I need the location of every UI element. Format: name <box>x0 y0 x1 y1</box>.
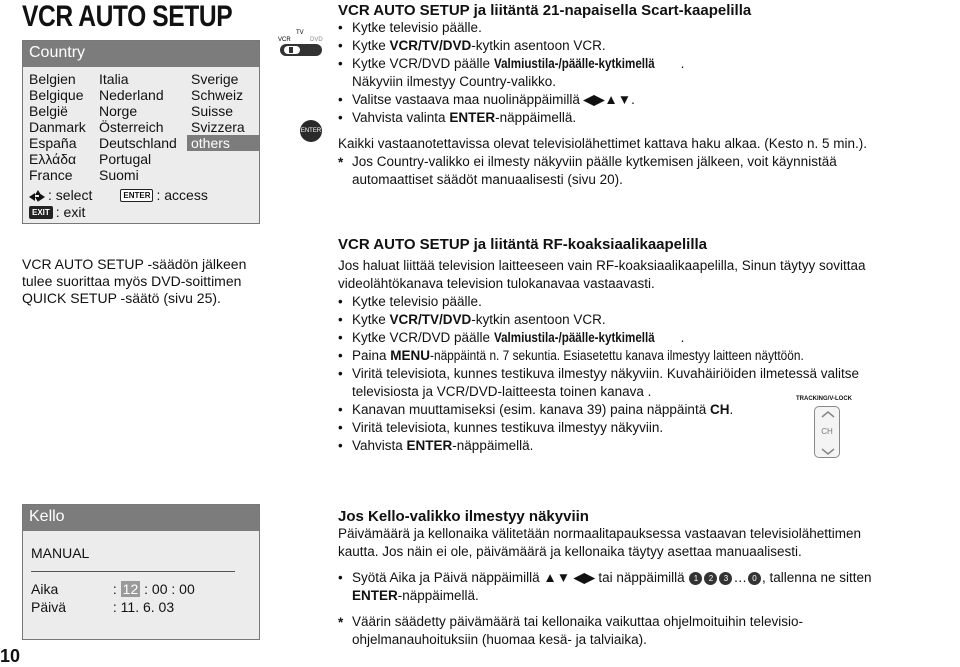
asterisk-note: * Väärin säädetty päivämäärä tai kellonaika vaikuttaa ohjelmoituihin televisio- <box>338 613 958 631</box>
list-item-continued: televisiosta ja VCR/DVD-laitteesta toinen kanava . <box>352 384 652 399</box>
asterisk-note-continued: ohjelmanauhoituksiin (huomaa kesä- ja talviaika). <box>352 632 647 647</box>
date-value: : 11. 6. 03 <box>112 599 175 615</box>
country-option[interactable]: Norge <box>99 103 138 119</box>
switch-dvd-label: DVD <box>310 37 323 43</box>
legend-access: : access <box>156 187 208 203</box>
section-title: VCR AUTO SETUP ja liitäntä RF-koaksiaalikaapelilla <box>338 236 708 253</box>
clock-time-row[interactable]: Aika : 12 : 00 : 00 <box>31 581 195 597</box>
divider <box>31 571 235 572</box>
time-label: Aika <box>31 581 59 597</box>
paragraph: Päivämäärä ja kellonaika välitetään normaalitapauksessa vastaavan televisiolähettimen <box>338 526 862 541</box>
section-clock <box>338 508 958 649</box>
country-option[interactable]: Belgique <box>29 87 84 103</box>
list-item: • Kytke televisio päälle. <box>338 19 948 37</box>
clock-menu <box>22 504 260 640</box>
country-option[interactable]: Suisse <box>191 103 234 119</box>
legend-select: : select <box>48 187 93 203</box>
number-1-icon: 1 <box>689 572 702 585</box>
country-option[interactable]: Danmark <box>29 119 86 135</box>
clock-mode: MANUAL <box>31 545 90 561</box>
time-rest: : 00 : 00 <box>144 581 195 597</box>
country-option[interactable]: Suomi <box>99 167 139 183</box>
country-option[interactable]: España <box>29 135 77 151</box>
paragraph: kautta. Jos näin ei ole, päivämäärä ja kellonaika täytyy asettaa manuaalisesti. <box>338 544 802 559</box>
country-menu-header: Country <box>23 41 259 67</box>
section-scart <box>338 2 948 189</box>
tracking-label: TRACKING/V-LOCK <box>796 396 852 402</box>
section-title: Jos Kello-valikko ilmestyy näkyviin <box>338 508 589 525</box>
ch-label: CH <box>821 427 833 436</box>
enter-key-icon: ENTER <box>120 189 153 202</box>
number-2-icon: 2 <box>704 572 717 585</box>
paragraph: Kaikki vastaanotettavissa olevat televisiolähettimet kattava haku alkaa. (Kesto n. 5 min.). <box>338 136 868 151</box>
list-item: • Kytke VCR/TV/DVD-kytkin asentoon VCR. <box>338 311 958 329</box>
list-item: • Kytke VCR/TV/DVD-kytkin asentoon VCR. <box>338 37 948 55</box>
asterisk-note: * Jos Country-valikko ei ilmesty näkyviin päälle kytkemisen jälkeen, voit käynnistää <box>338 153 948 171</box>
list-item-continued: ENTER-näppäimellä. <box>352 588 479 603</box>
clock-menu-header: Kello <box>23 505 259 531</box>
country-option[interactable]: Portugal <box>99 151 152 167</box>
section-title: VCR AUTO SETUP ja liitäntä 21-napaisella Scart-kaapelilla <box>338 2 752 19</box>
number-0-icon: 0 <box>748 572 761 585</box>
list-item: • Kanavan muuttamiseksi (esim. kanava 39) paina näppäintä CH. <box>338 401 958 419</box>
country-list <box>23 67 259 183</box>
country-option[interactable]: Österreich <box>99 119 164 135</box>
list-item: • Viritä televisiota, kunnes testikuva ilmestyy näkyviin. <box>338 419 958 437</box>
list-item: • Valitse vastaava maa nuolinäppäimillä ◀▶▲▼. <box>338 91 948 109</box>
country-menu-legend <box>29 187 208 221</box>
up-down-arrows-icon: ▲▼ <box>543 570 571 585</box>
list-item: • Paina MENU-näppäintä n. 7 sekuntia. Esiasetettu kanava ilmestyy laitteen näyttöön. <box>338 347 958 365</box>
country-option[interactable]: Nederland <box>99 87 164 103</box>
country-option[interactable]: Svizzera <box>191 119 245 135</box>
number-3-icon: 3 <box>719 572 732 585</box>
time-hour-field[interactable]: 12 <box>122 581 139 597</box>
page-title: VCR AUTO SETUP <box>22 0 233 33</box>
country-option[interactable]: België <box>29 103 68 119</box>
country-option[interactable]: Sverige <box>191 71 239 87</box>
paragraph: videolähtökanava television tulokanavaa vastaavasti. <box>338 276 655 291</box>
switch-tv-label: TV <box>296 30 304 36</box>
list-item: • Vahvista ENTER-näppäimellä. <box>338 437 958 455</box>
list-item: • Vahvista valinta ENTER-näppäimellä. <box>338 109 948 127</box>
clock-date-row[interactable] <box>31 599 174 615</box>
vcr-tv-dvd-switch-icon <box>278 28 326 58</box>
country-option[interactable]: Schweiz <box>191 87 244 103</box>
country-column-3 <box>191 71 259 151</box>
country-option[interactable]: Belgien <box>29 71 76 87</box>
country-option[interactable]: Italia <box>99 71 129 87</box>
country-menu <box>22 40 260 224</box>
paragraph: Jos haluat liittää television laitteeseen vain RF-koaksiaalikaapelilla, Sinun täytyy sovittaa <box>338 258 866 273</box>
list-item-continued: Näkyviin ilmestyy Country-valikko. <box>352 74 557 89</box>
left-right-arrows-icon: ◀▶ <box>573 570 595 585</box>
date-label: Päivä <box>31 599 67 615</box>
asterisk-note-continued: automaattiset säädöt manuaalisesti (sivu 20). <box>352 172 623 187</box>
arrow-keys-icon: ◀▶▲▼ <box>583 92 632 107</box>
country-option[interactable]: France <box>29 167 73 183</box>
list-item: • Viritä televisiota, kunnes testikuva ilmestyy näkyviin. Kuvahäiriöiden ilmetessä valitse <box>338 365 958 383</box>
tracking-ch-button-icon <box>796 396 852 462</box>
list-item: • Kytke televisio päälle. <box>338 293 958 311</box>
direction-arrows-icon <box>29 190 45 202</box>
country-column-2 <box>99 71 177 183</box>
country-column-1 <box>29 71 86 183</box>
legend-exit: : exit <box>55 204 86 220</box>
section-rf <box>338 236 958 455</box>
country-option-selected[interactable]: others <box>187 135 259 151</box>
country-option[interactable]: Deutschland <box>99 135 177 151</box>
quick-setup-note: VCR AUTO SETUP -säädön jälkeen tulee suorittaa myös DVD-soittimen QUICK SETUP -säätö (sivu 25). <box>22 256 247 306</box>
country-option[interactable]: Ελλάδα <box>29 151 77 167</box>
list-item: • Syötä Aika ja Päivä näppäimillä ▲▼ ◀▶ tai näppäimillä 1 2 3 … 0 , tallenna ne sitten <box>338 569 958 587</box>
list-item: • Kytke VCR/DVD päälle Valmiustila-/päälle-kytkimellä . <box>338 329 958 347</box>
exit-key-icon: EXIT <box>29 206 53 219</box>
switch-vcr-label: VCR <box>278 37 291 43</box>
list-item: • Kytke VCR/DVD päälle Valmiustila-/päälle-kytkimellä . <box>338 55 948 73</box>
page-number: 10 <box>0 646 21 666</box>
enter-button-icon: ENTER <box>300 120 322 142</box>
